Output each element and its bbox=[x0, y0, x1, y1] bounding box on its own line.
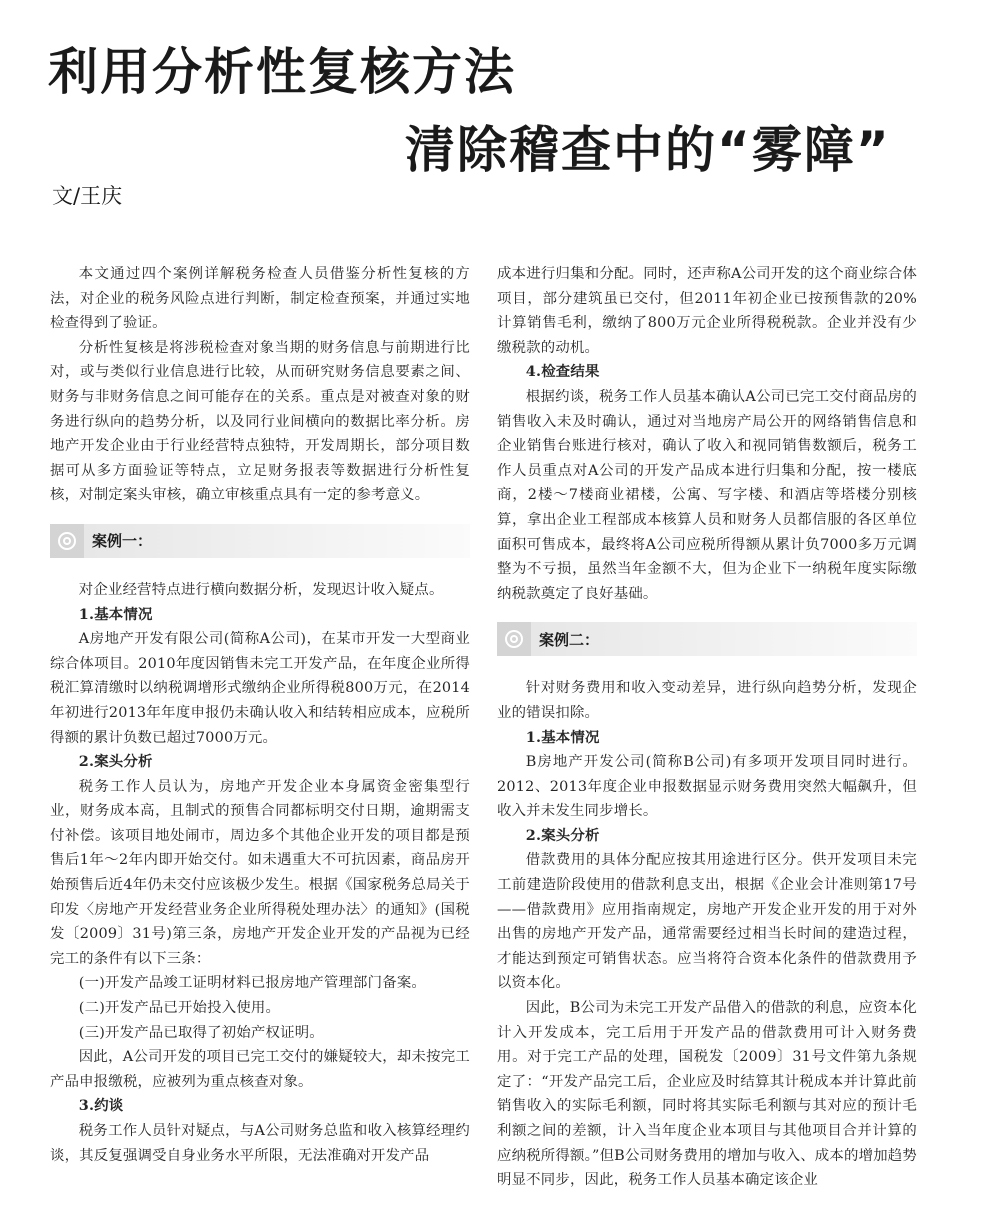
target-circle-icon bbox=[50, 524, 84, 558]
paragraph: B房地产开发公司(简称B公司)有多项开发项目同时进行。2012、2013年度企业申报数据显示财务费用突然大幅飙升，但收入并未发生同步增长。 bbox=[497, 754, 917, 820]
case-two-label: 案例二： bbox=[539, 630, 600, 649]
paragraph: 针对财务费用和收入变动差异，进行纵向趋势分析，发现企业的错误扣除。 bbox=[497, 680, 917, 721]
left-column bbox=[50, 262, 470, 1168]
section-heading: 4.检查结果 bbox=[525, 363, 600, 381]
section-heading: 3.约谈 bbox=[78, 1097, 124, 1115]
section-heading: 2.案头分析 bbox=[525, 826, 600, 844]
paragraph: 对企业经营特点进行横向数据分析，发现迟计收入疑点。 bbox=[78, 581, 444, 598]
section-heading: 1.基本情况 bbox=[78, 605, 153, 623]
case-one-header bbox=[50, 524, 470, 558]
paragraph: 本文通过四个案例详解税务检查人员借鉴分析性复核的方法，对企业的税务风险点进行判断，制定检查预案，并通过实地检查得到了验证。 bbox=[50, 266, 470, 332]
paragraph: A房地产开发有限公司(简称A公司)，在某市开发一大型商业综合体项目。2010年度因销售未完工开发产品，在年度企业所得税汇算清缴时以纳税调增形式缴纳企业所得税800万元，在2014年初进行2013年年度申报仍未确认收入和结转相应成本，应税所得额的累计负数已超过7000万元。 bbox=[50, 631, 470, 746]
paragraph: 因此，B公司为未完工开发产品借入的借款的利息，应资本化计入开发成本，完工后用于开发产品的借款费用可计入财务费用。对于完工产品的处理，国税发〔2009〕31号文件第九条规定了：“开发产品完工后，企业应及时结算其计税成本并计算此前销售收入的实际毛利额，同时将其实际毛利额与其对应的预计毛利额之间的差额，计入当年度企业本项目与其他项目合并计算的应纳税所得额。”但B公司财务费用的增加与收入、成本的增加趋势明显不同步，因此，税务工作人员基本确定该企业 bbox=[497, 1000, 917, 1189]
list-item: (二)开发产品已开始投入使用。 bbox=[78, 1000, 281, 1017]
section-heading: 2.案头分析 bbox=[78, 753, 153, 771]
paragraph: 税务工作人员针对疑点，与A公司财务总监和收入核算经理约谈，其反复强调受自身业务水平所限，无法准确对开发产品 bbox=[50, 1123, 470, 1164]
right-column bbox=[497, 262, 917, 1193]
paragraph: 分析性复核是将涉税检查对象当期的财务信息与前期进行比对，或与类似行业信息进行比较，从而研究财务信息要素之间、财务与非财务信息之间可能存在的关系。重点是对被查对象的财务进行纵向的趋势分析，以及同行业间横向的数据比率分析。房地产开发企业由于行业经营特点独特，开发周期长，部分项目数据可从多方面验证等特点，立足财务报表等数据进行分析性复核，对制定案头审核，确立审核重点具有一定的参考意义。 bbox=[50, 339, 470, 504]
list-item: (一)开发产品竣工证明材料已报房地产管理部门备案。 bbox=[78, 975, 427, 992]
paragraph: 成本进行归集和分配。同时，还声称A公司开发的这个商业综合体项目，部分建筑虽已交付，但2011年初企业已按预售款的20%计算销售毛利，缴纳了800万元企业所得税税款。企业并没有少缴税款的动机。 bbox=[497, 266, 917, 356]
title-line-1: 利用分析性复核方法 bbox=[48, 43, 516, 101]
target-circle-icon bbox=[497, 622, 531, 656]
section-heading: 1.基本情况 bbox=[525, 728, 600, 746]
case-two-header bbox=[497, 622, 917, 656]
list-item: (三)开发产品已取得了初始产权证明。 bbox=[78, 1024, 324, 1041]
case-one-label: 案例一： bbox=[92, 532, 153, 551]
title-line-2: 清除稽查中的“雾障” bbox=[405, 121, 891, 179]
paragraph: 根据约谈，税务工作人员基本确认A公司已完工交付商品房的销售收入未及时确认，通过对当地房产局公开的网络销售信息和企业销售台账进行核对，确认了收入和视同销售数额后，税务工作人员重点对A公司的开发产品成本进行归集和分配，按一楼底商，2楼～7楼商业裙楼，公寓、写字楼、和酒店等塔楼分别核算，拿出企业工程部成本核算人员和财务人员都信服的各区单位面积可售成本，最终将A公司应税所得额从累计负7000多万元调整为不亏损，虽然当年金额不大，但为企业下一纳税年度实际缴纳税款奠定了良好基础。 bbox=[497, 388, 917, 602]
paragraph: 税务工作人员认为，房地产开发企业本身属资金密集型行业，财务成本高，且制式的预售合同都标明交付日期，逾期需支付补偿。该项目地处闹市，周边多个其他企业开发的项目都是预售后1年～2年内即开始交付。如未遇重大不可抗因素，商品房开始预售后近4年仍未交付应该极少发生。根据《国家税务总局关于印发〈房地产开发经营业务企业所得税处理办法〉的通知》(国税发〔2009〕31号)第三条，房地产开发企业开发的产品视为已经完工的条件有以下三条： bbox=[50, 778, 470, 967]
paragraph: 借款费用的具体分配应按其用途进行区分。供开发项目未完工前建造阶段使用的借款利息支出，根据《企业会计准则第17号——借款费用》应用指南规定，房地产开发企业开发的用于对外出售的房地产开发产品，通常需要经过相当长时间的建造过程，才能达到预定可销售状态。应当将符合资本化条件的借款费用予以资本化。 bbox=[497, 852, 917, 992]
paragraph: 因此，A公司开发的项目已完工交付的嫌疑较大，却未按完工产品申报缴税，应被列为重点核查对象。 bbox=[50, 1049, 470, 1090]
author-byline: 文/王庆 bbox=[52, 184, 123, 208]
